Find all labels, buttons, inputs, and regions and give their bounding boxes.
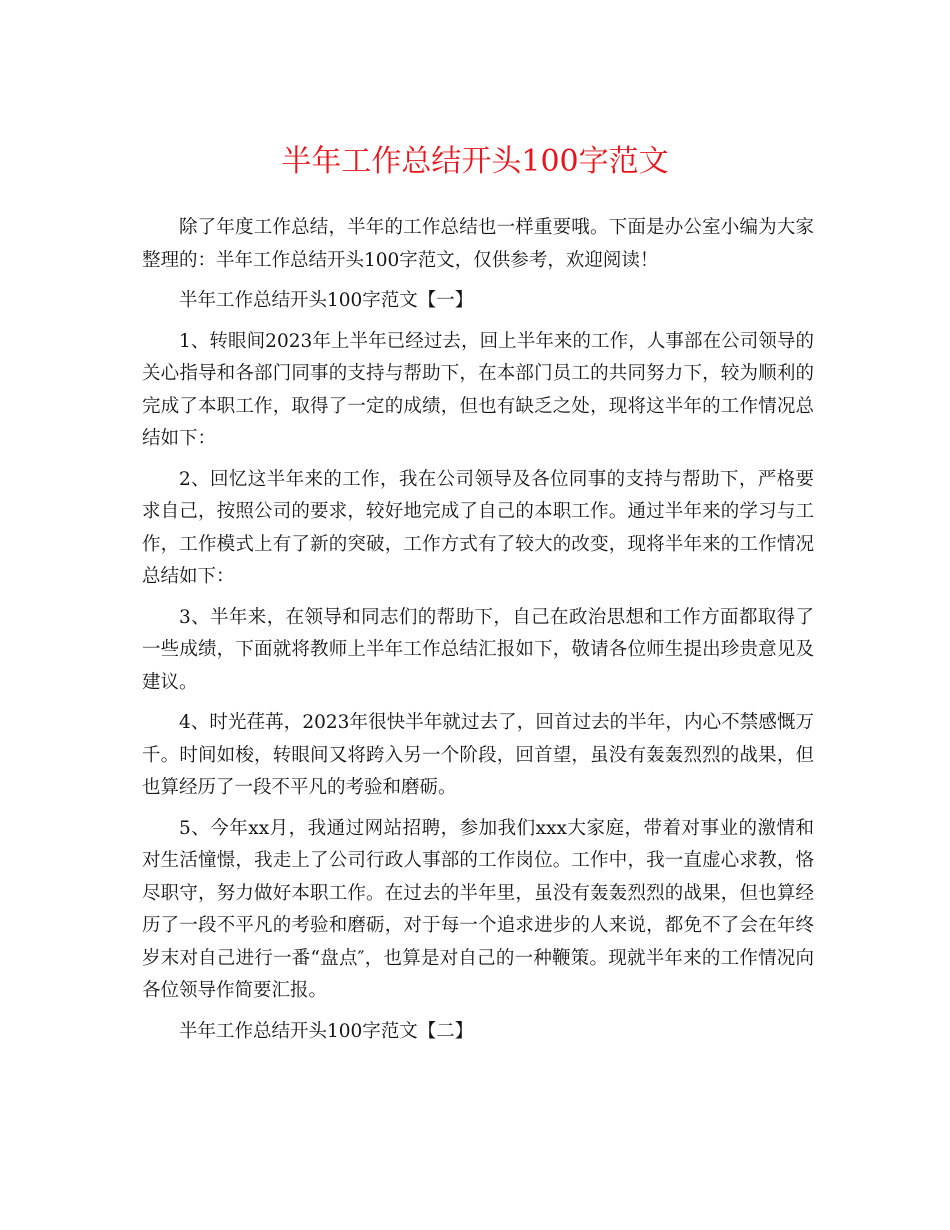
document-body: [142, 212, 814, 1056]
section-heading-one: 半年工作总结开头100字范文【一】: [179, 290, 474, 311]
paragraph-item-1: 1、转眼间2023年上半年已经过去，回上半年来的工作，人事部在公司领导的关心指导和各部门同事的支持与帮助下，在本部门员工的共同努力下，较为顺利的完成了本职工作，取得了一定的成绩，但也有缺乏之处，现将这半年的工作情况总结如下：: [142, 330, 814, 449]
paragraph-item-5: 5、今年xx月，我通过网站招聘，参加我们xxx大家庭，带着对事业的激情和对生活憧憬，我走上了公司行政人事部的工作岗位。工作中，我一直虚心求教，恪尽职守，努力做好本职工作。在过去的半年里，虽没有轰轰烈烈的战果，但也算经历了一段不平凡的考验和磨砺，对于每一个追求进步的人来说，都免不了会在年终岁末对自己进行一番“盘点″，也算是对自己的一种鞭策。现就半年来的工作情况向各位领导作简要汇报。: [142, 817, 814, 1001]
intro-paragraph: 除了年度工作总结，半年的工作总结也一样重要哦。下面是办公室小编为大家整理的：半年工作总结开头100字范文，仅供参考，欢迎阅读！: [142, 217, 814, 271]
section-heading-two: 半年工作总结开头100字范文【二】: [179, 1020, 474, 1042]
paragraph-item-3: 3、半年来，在领导和同志们的帮助下，自己在政治思想和工作方面都取得了一些成绩，下面就将教师上半年工作总结汇报如下，敬请各位师生提出珍贵意见及建议。: [142, 606, 814, 693]
document-title: 半年工作总结开头100字范文: [281, 144, 669, 179]
paragraph-item-4: 4、时光荏苒，2023年很快半年就过去了，回首过去的半年，内心不禁感慨万千。时间如梭，转眼间又将跨入另一个阶段，回首望，虽没有轰轰烈烈的战果，但也算经历了一段不平凡的考验和磨砺。: [142, 712, 814, 798]
paragraph-item-2: 2、回忆这半年来的工作，我在公司领导及各位同事的支持与帮助下，严格要求自己，按照公司的要求，较好地完成了自己的本职工作。通过半年来的学习与工作，工作模式上有了新的突破，工作方式有了较大的改变，现将半年来的工作情况总结如下：: [142, 468, 814, 587]
